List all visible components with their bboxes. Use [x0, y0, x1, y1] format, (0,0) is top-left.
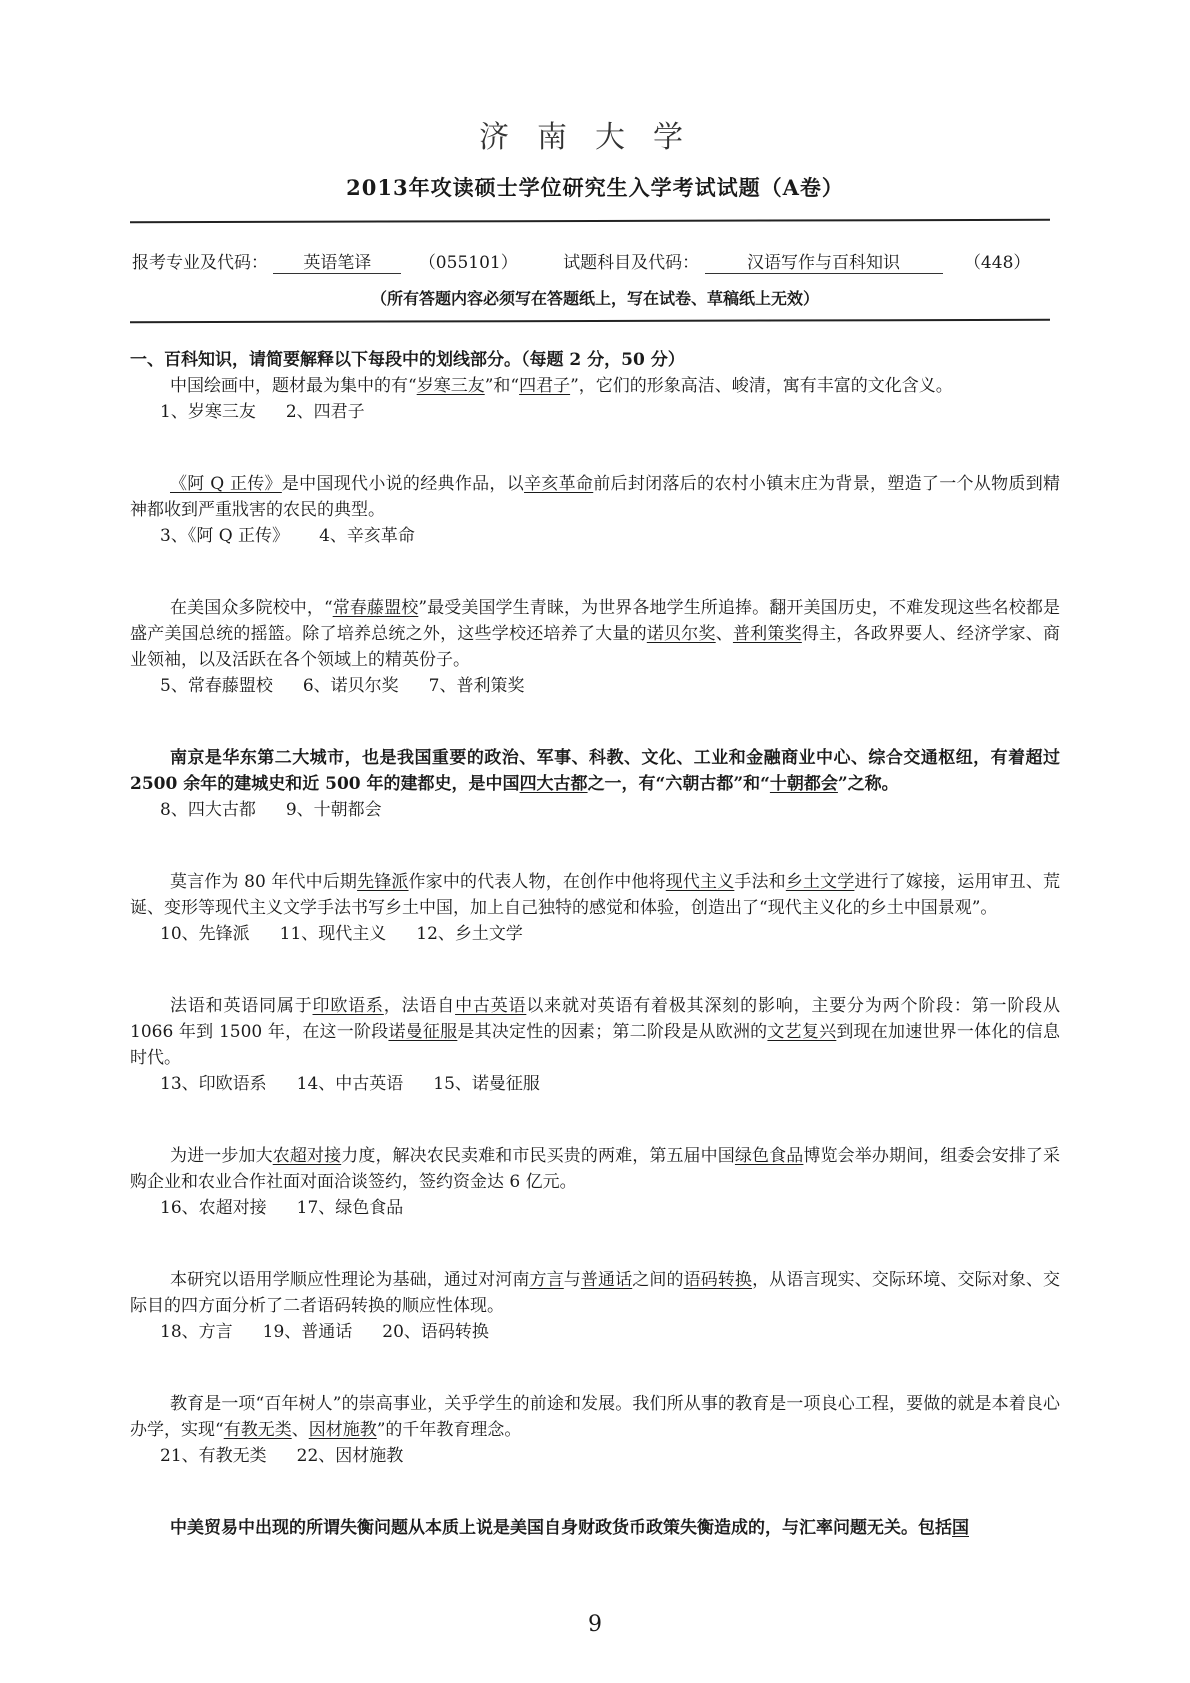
- major-name: 英语笔译: [273, 248, 401, 274]
- paragraph-10: 中美贸易中出现的所谓失衡问题从本质上说是美国自身财政货币政策失衡造成的，与汇率问题无关。包括国: [170, 1518, 969, 1538]
- term-list-4: 8、四大古都 9、十朝都会: [160, 800, 382, 820]
- exam-title: 2013年攻读硕士学位研究生入学考试试题（A卷）: [346, 175, 844, 200]
- answer-notice: （所有答题内容必须写在答题纸上，写在试卷、草稿纸上无效）: [370, 289, 819, 308]
- header-rule-bottom: [130, 319, 1050, 323]
- subject-code: （448）: [963, 253, 1031, 273]
- exam-info-row: [132, 248, 1052, 274]
- major-code: （055101）: [418, 253, 518, 273]
- paragraph-5: 莫言作为 80 年代中后期先锋派作家中的代表人物，在创作中他将现代主义手法和乡土文学进行了嫁接，运用审丑、荒诞、变形等现代主义文学手法书写乡土中国，加上自己独特的感觉和体验，创造出了“现代主义化的乡土中国景观”。: [130, 872, 1061, 918]
- paragraph-8: 本研究以语用学顺应性理论为基础，通过对河南方言与普通话之间的语码转换，从语言现实、交际环境、交际对象、交际目的四方面分析了二者语码转换的顺应性体现。: [130, 1270, 1061, 1316]
- paragraph-4: 南京是华东第二大城市，也是我国重要的政治、军事、科教、文化、工业和金融商业中心、综合交通枢纽，有着超过 2500 余年的建城史和近 500 年的建都史，是中国四大古都之一，有“六朝古都”和“十朝都会”之称。: [130, 748, 1060, 794]
- paragraph-7: 为进一步加大农超对接力度，解决农民卖难和市民买贵的两难，第五届中国绿色食品博览会举办期间，组委会安排了采购企业和农业合作社面对面洽谈签约，签约资金达 6 亿元。: [130, 1146, 1061, 1192]
- university-title: 济南大学: [479, 120, 711, 155]
- subject-label: 试题科目及代码：: [563, 253, 700, 273]
- term-list-6: 13、印欧语系 14、中古英语 15、诺曼征服: [160, 1074, 540, 1094]
- term-list-7: 16、农超对接 17、绿色食品: [160, 1198, 404, 1218]
- term-list-8: 18、方言 19、普通话 20、语码转换: [160, 1322, 489, 1342]
- paragraph-9: 教育是一项“百年树人”的崇高事业，关乎学生的前途和发展。我们所从事的教育是一项良心工程，要做的就是本着良心办学，实现“有教无类、因材施教”的千年教育理念。: [130, 1394, 1060, 1440]
- paragraph-6: 法语和英语同属于印欧语系，法语自中古英语以来就对英语有着极其深刻的影响，主要分为两个阶段：第一阶段从 1066 年到 1500 年，在这一阶段诺曼征服是其决定性的因素；第二阶段是从欧洲的文艺复兴到现在加速世界一体化的信息时代。: [130, 996, 1061, 1068]
- term-list-9: 21、有教无类 22、因材施教: [160, 1446, 404, 1466]
- subject-name: 汉语写作与百科知识: [705, 248, 943, 274]
- paragraph-2: 《阿 Q 正传》是中国现代小说的经典作品，以辛亥革命前后封闭落后的农村小镇末庄为背景，塑造了一个从物质到精神都收到严重戕害的农民的典型。: [130, 474, 1061, 520]
- header-rule-top: [130, 219, 1050, 223]
- page-number: 9: [588, 1612, 602, 1637]
- question-content: [130, 347, 1060, 1541]
- term-list-2: 3、《阿 Q 正传》 4、辛亥革命: [160, 526, 415, 546]
- paragraph-1: 中国绘画中，题材最为集中的有“岁寒三友”和“四君子”，它们的形象高洁、峻清，寓有丰富的文化含义。: [170, 376, 953, 396]
- term-list-1: 1、岁寒三友 2、四君子: [160, 402, 365, 422]
- term-list-5: 10、先锋派 11、现代主义 12、乡土文学: [160, 924, 523, 944]
- paragraph-3: 在美国众多院校中，“常春藤盟校”最受美国学生青睐，为世界各地学生所追捧。翻开美国历史，不难发现这些名校都是盛产美国总统的摇篮。除了培养总统之外，这些学校还培养了大量的诺贝尔奖、普利策奖得主，各政界要人、经济学家、商业领袖，以及活跃在各个领域上的精英份子。: [130, 598, 1061, 670]
- term-list-3: 5、常春藤盟校 6、诺贝尔奖 7、普利策奖: [160, 676, 525, 696]
- section-heading: 一、百科知识，请简要解释以下每段中的划线部分。（每题 2 分，50 分）: [130, 350, 685, 370]
- major-label: 报考专业及代码：: [132, 253, 268, 273]
